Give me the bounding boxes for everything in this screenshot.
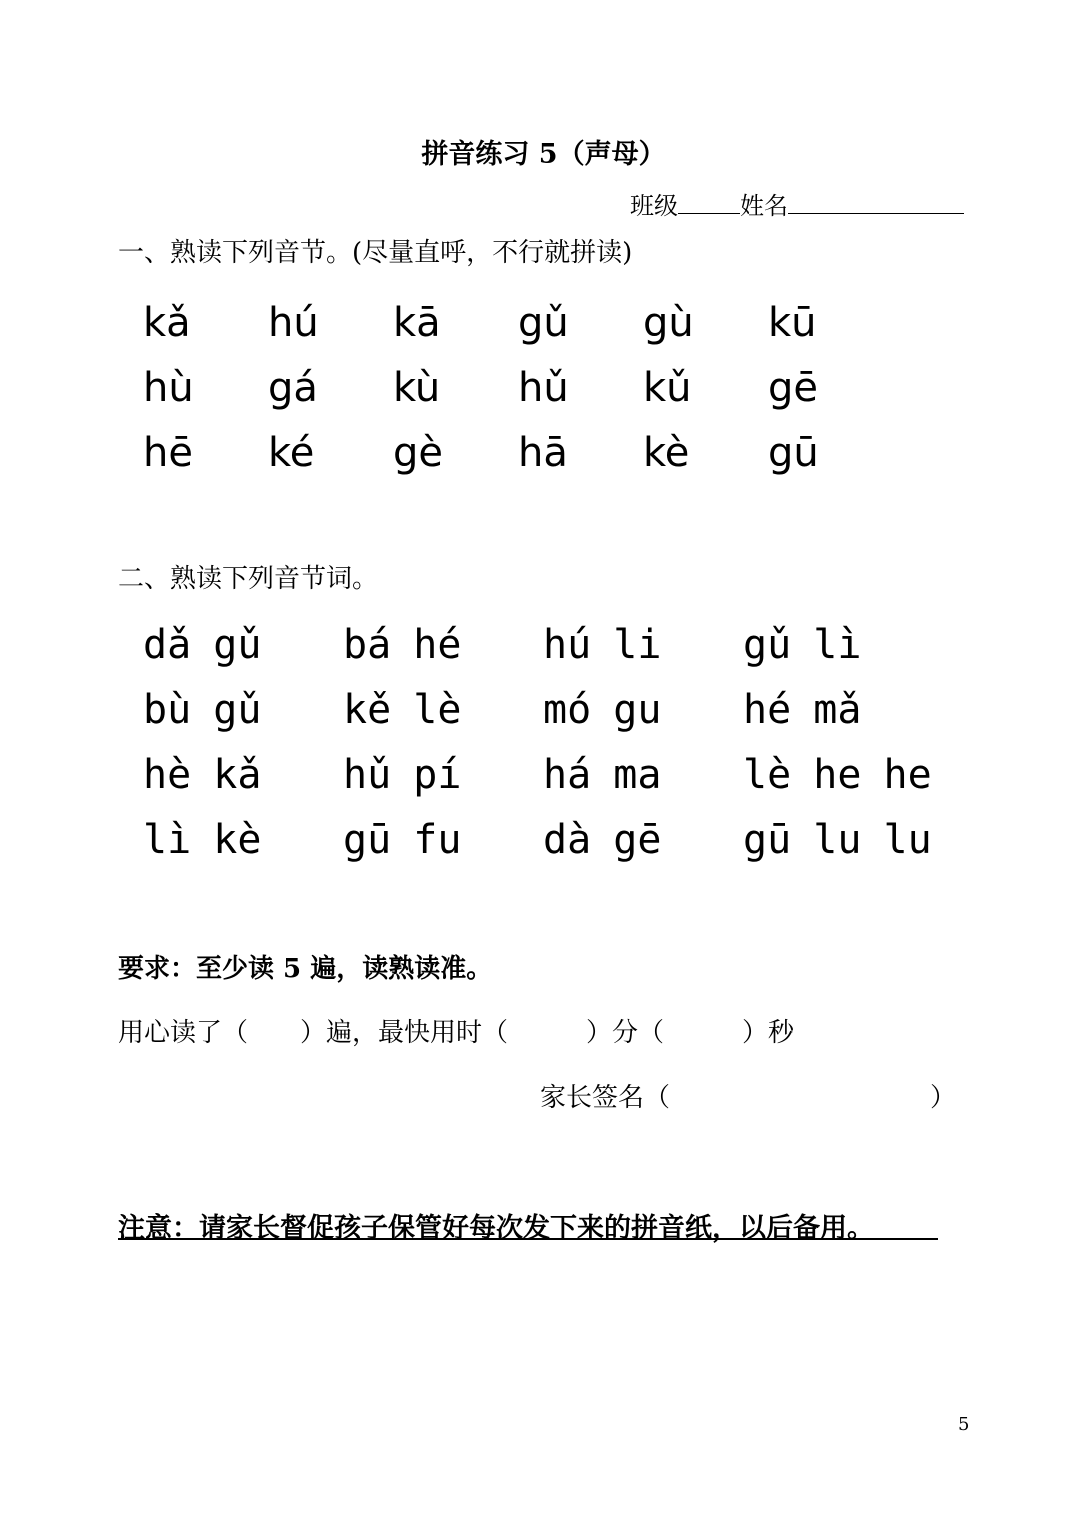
- syllable: ké: [268, 429, 315, 476]
- syllable: kǔ: [643, 364, 692, 411]
- syllable-row: [143, 420, 893, 485]
- section2-heading: 二、熟读下列音节词。: [118, 564, 379, 594]
- pinyin-word: hè kǎ: [143, 751, 262, 798]
- syllable: hú: [268, 299, 319, 346]
- syllable: kā: [393, 299, 441, 346]
- pinyin-word: mó gu: [543, 686, 662, 733]
- reading-record-line[interactable]: 用心读了（ ）遍，最快用时（ ）分（ ）秒: [118, 1018, 795, 1048]
- pinyin-word: lè he he: [743, 751, 932, 798]
- pinyin-word: kě lè: [343, 686, 462, 733]
- pinyin-word: hú li: [543, 621, 662, 668]
- syllable: kǎ: [143, 299, 191, 346]
- word-grid: [143, 612, 943, 872]
- syllable: gè: [393, 429, 443, 476]
- syllable: gū: [768, 429, 819, 476]
- syllable: gē: [768, 364, 818, 411]
- worksheet-title: 拼音练习 5（声母）: [421, 139, 666, 170]
- syllable: kū: [768, 299, 817, 346]
- syllable: hù: [143, 364, 194, 411]
- syllable: hē: [143, 429, 193, 476]
- pinyin-word: bá hé: [343, 621, 462, 668]
- syllable: hǔ: [518, 364, 569, 411]
- pinyin-word: gǔ lì: [743, 621, 862, 668]
- word-row: [143, 807, 943, 872]
- section1-heading: 一、熟读下列音节。(尽量直呼，不行就拼读): [118, 238, 633, 268]
- requirement-text: 要求：至少读 5 遍，读熟读准。: [118, 954, 493, 984]
- pinyin-word: há ma: [543, 751, 662, 798]
- pinyin-word: lì kè: [143, 816, 262, 863]
- pinyin-word: hé mǎ: [743, 686, 862, 733]
- name-label: 姓名: [740, 192, 788, 220]
- syllable-grid: [143, 290, 893, 485]
- page-number: 5: [958, 1414, 970, 1435]
- class-label: 班级: [630, 192, 678, 220]
- pinyin-word: bù gǔ: [143, 686, 262, 733]
- syllable: kù: [393, 364, 441, 411]
- pinyin-word: dà gē: [543, 816, 662, 863]
- syllable-row: [143, 290, 893, 355]
- syllable: kè: [643, 429, 690, 476]
- pinyin-word: gū fu: [343, 816, 462, 863]
- notice-underline: [118, 1238, 938, 1240]
- word-row: [143, 612, 943, 677]
- pinyin-word: hǔ pí: [343, 751, 462, 798]
- syllable: gù: [643, 299, 694, 346]
- parent-signature-line[interactable]: 家长签名（ ）: [540, 1083, 957, 1113]
- syllable-row: [143, 355, 893, 420]
- name-blank[interactable]: [788, 191, 964, 214]
- notice-text: 注意：请家长督促孩子保管好每次发下来的拼音纸，以后备用。: [118, 1213, 874, 1244]
- word-row: [143, 742, 943, 807]
- pinyin-word: dǎ gǔ: [143, 621, 262, 668]
- syllable: hā: [518, 429, 568, 476]
- syllable: gǔ: [518, 299, 569, 346]
- class-blank[interactable]: [678, 191, 740, 214]
- syllable: gá: [268, 364, 318, 411]
- word-row: [143, 677, 943, 742]
- pinyin-word: gū lu lu: [743, 816, 932, 863]
- class-name-line: [630, 186, 964, 221]
